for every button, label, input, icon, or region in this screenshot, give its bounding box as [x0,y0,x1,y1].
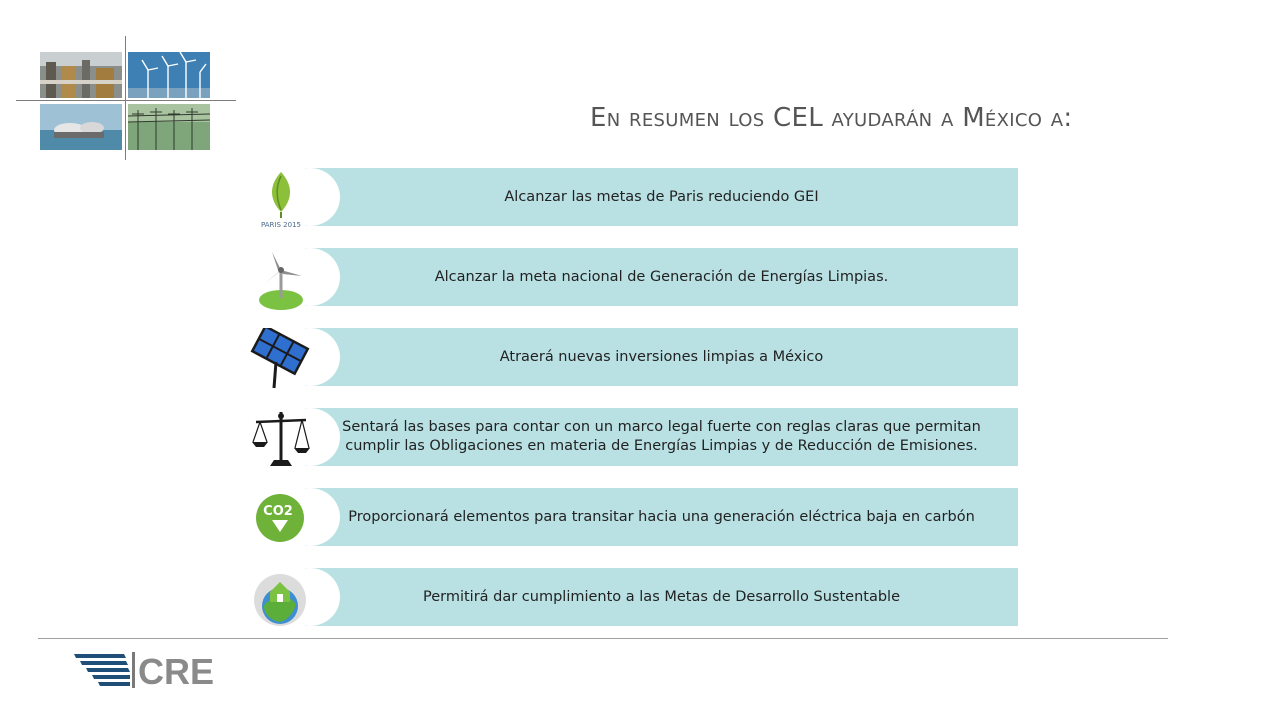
page-title: En resumen los CEL ayudarán a México a: [590,103,1073,133]
item-text: Alcanzar la meta nacional de Generación de Energías Limpias. [305,248,1018,306]
footer-divider [38,638,1168,639]
transmission-towers-photo [128,104,210,150]
list-item [250,568,1020,628]
list-item [250,488,1020,548]
item-text: Proporcionará elementos para transitar hacia una generación eléctrica baja en carbón [305,488,1018,546]
item-text: Alcanzar las metas de Paris reduciendo GEI [305,168,1018,226]
list-item [250,248,1020,308]
list-item [250,408,1020,468]
item-text: Sentará las bases para contar con un marco legal fuerte con reglas claras que permitan cumplir las Obligaciones en materia de Energías Limpias y de Reducción de Emisiones. [305,408,1018,466]
collage-horizontal-divider [16,100,236,101]
item-text: Permitirá dar cumplimiento a las Metas de Desarrollo Sustentable [305,568,1018,626]
gas-terminal-photo [40,104,122,150]
icon-label: CO2 [263,504,293,519]
logo-text: CRE [138,651,215,690]
paris-2015-leaf-icon [250,168,312,230]
header-photo-collage [0,0,260,170]
list-item [250,328,1020,388]
list-item [250,168,1020,228]
cre-logo [74,650,244,690]
collage-vertical-divider [125,36,126,160]
co2-down-icon [250,488,312,550]
icon-label: PARIS 2015 [261,221,301,229]
green-planet-house-icon [250,568,312,630]
item-text: Atraerá nuevas inversiones limpias a México [305,328,1018,386]
solar-panel-icon [250,328,312,390]
wind-turbine-icon [250,248,312,310]
scales-of-justice-icon [250,408,312,470]
industrial-plant-photo [40,52,122,98]
wind-farm-photo [128,52,210,98]
